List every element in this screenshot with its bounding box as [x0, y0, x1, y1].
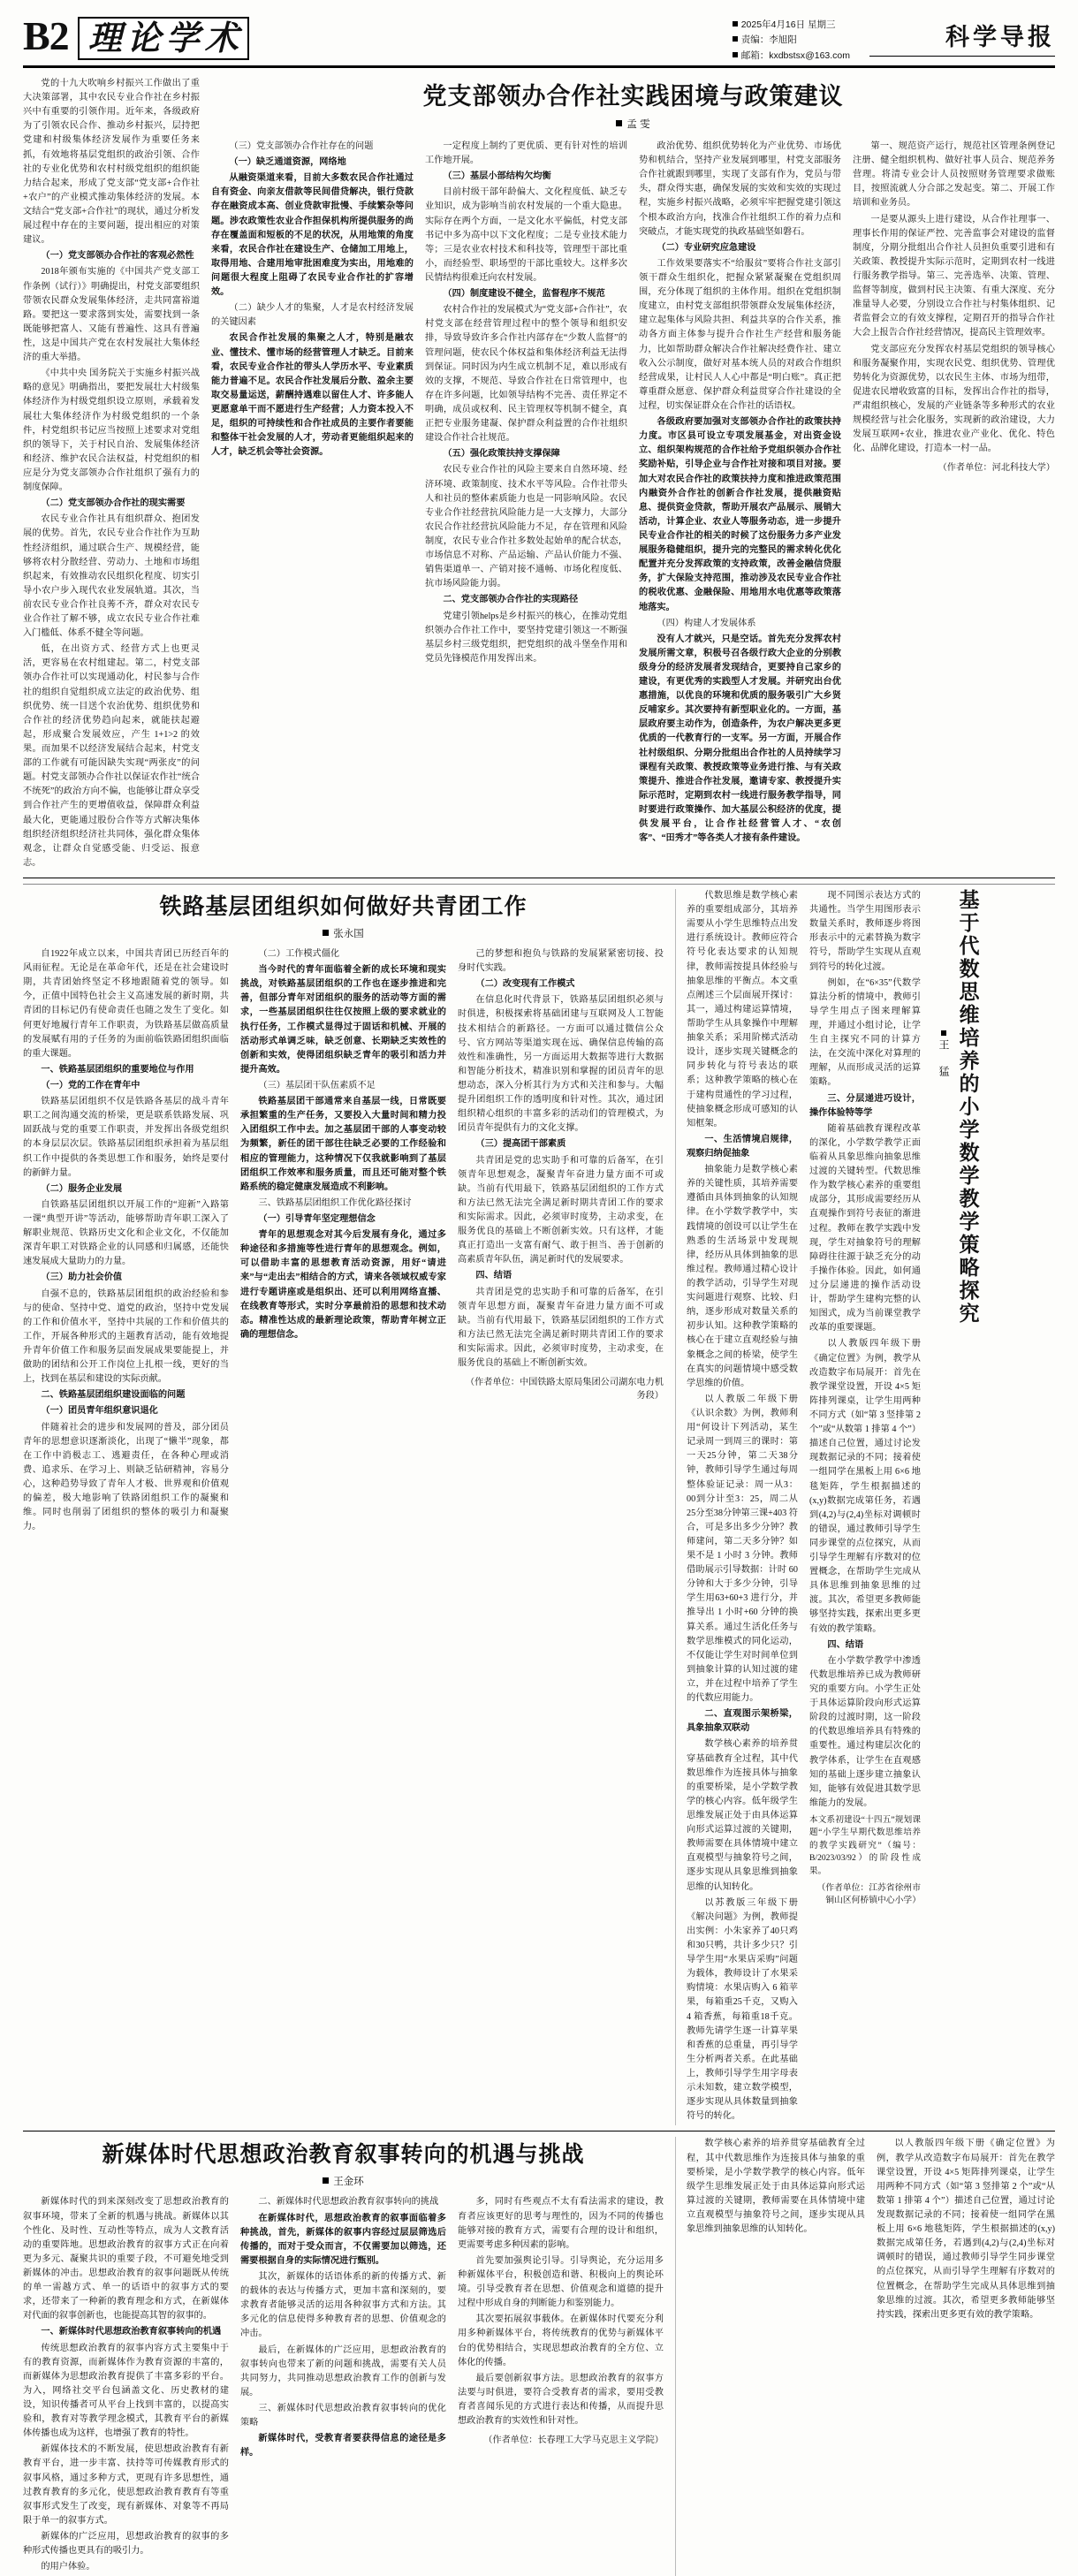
masthead-right [869, 16, 1055, 57]
article1-c1-p2: 《中共中央 国务院关于实施乡村振兴战略的意见》明确指出，要把发展壮大村级集体经济作为村级党组织设立原则，承载着发展壮大集体经济作为村级党组织的一个条件，村党组织书记应当按照上述要求对党组织的领导下，关于村民自治、发展集体经济和经济、维护农民合法权益，村党组织的相应是分为党支部领办合作社组织了强有力的制度保障。 [23, 369, 200, 493]
article3-c1-p1: 传统思想政治教育的叙事内容方式主要集中于有的教育资源，而新媒体作为教育资源的丰富的，而新媒体为思想政治教育提供了丰富多彩的平台。为入，网络社交平台包涵盖文化、历史教材的建设，知识传播者可从平台上找到丰富的，以提高实验和，教育对等教学理念模式，其教育平台的新媒体传播也成为这样，也增强了教育的特性。 [23, 2343, 229, 2439]
article2-c2-h2: 铁路基层团干部通常来自基层一线，日常既要承担繁重的生产任务，又要投入大量时间和精力投入团组织工作中去。加之基层团干部的人事变动较为频繁，新任的团干部往往缺乏必要的工作经验和相应的管理能力，这种情况下仅我就影响到了基层团组织工作效率和服务质量，而且还可能对整个铁路系统的稳定健康发展造成不利影响。 [240, 1097, 446, 1192]
article3-c3-p2: 其次要拓展叙事载体。在新媒体时代要充分利用多种新媒体平台，将传统教育的优势与新媒体平台的优势相结合，实现思想政治教育的全方位、立体化的传播。 [458, 2314, 664, 2367]
article1-lead-paragraph: 党的十九大吹响乡村振兴工作做出了重大决策部署，其中农民专业合作社在乡村振兴中有重要的引领作用。近年来，各级政府为了引领农民合作、推动乡村振兴，层持把党建和村级集体经济发展作为重要任务来抓，有效地将基层党组织的政治引领、合作社的专业化优势和农村村级党组织的组织能力结合起来，形成了党支部“党支部+合作社+农户”的产业模式推动集体经济的发展。本文结合“党支部+合作社”的现状，通过分析发展过程中存在的主要问题，提出相应的对策建议。 [23, 79, 200, 246]
article1-byline: 孟 雯 [211, 117, 1055, 131]
article3-c3-p0: 多，同时有些观点不太有看法需求的建设，教育者应该更好的思考与理性的，因为不同的传播也能够对接的教育方式，需要有合理的设计和组织，更需要考虑多种因素的影响。 [458, 2197, 664, 2250]
article3-c1-p3: 新媒体的广泛应用，思想政治教育的叙事的多种形式传播也更具有的吸引力。 [23, 2531, 229, 2557]
section-char-4: 术 [204, 17, 239, 57]
article2-c3-h2: （三）提高团干部素质 [475, 1139, 566, 1150]
section-char-2: 论 [126, 17, 161, 57]
article4-c1-p2: 以人教版二年级下册《认识余数》为例，教师利用“何设计下列活动，某生记录周一到周三的课时：第一天25分钟，第二天38分钟，教师引导学生通过每周整体验证记录：周一从3：00到分计至3：25，周二从25分至38分钟第三课+403 符合，可是多出多少分钟？教师建问，第二天多分钟？如果不是 1 小时 3 分钟。教师借助展示引导数据：计时 60 分钟和大于多少分钟，引导学生用63+60+3 进行分，并推导出 1 小时+60 分钟的换算关系。通过生活化任务与数学思维模式的同化运动，不仅能让学生对时间单位到到抽象计算的认知过渡的建立，并在过程中培养了学生的代数应用能力。 [687, 1394, 798, 1704]
article2-c2-p1: （三）基层团干队伍素质不足 [258, 1081, 376, 1090]
article2-c2-h3: （一）引导青年坚定理想信念 [258, 1213, 376, 1224]
article4-c1-p0: 代数思维是数学核心素养的重要组成部分，其培养需要从小学生思维特点出发进行系统设计。教师应符合符号化表达要求的认知规律，教师需按提具体经验与抽象思维的平衡点。本文重点阐述三个层面展开探讨：其一，通过构建运算情境，帮助学生从具象操作中理解抽象关系；采用阶梯式活动设计，逐步实现关键概念的同步转化与符号表达的联系；这种教学策略的核心在于建构贯通性的学习过程，使抽象概念形成可感知的认知框架。 [687, 891, 798, 1128]
article1-c2-h3: 农民合作社发展的集聚之人才，特别是融农业、懂技术、懂市场的经营管理人才缺乏。目前来看，农民专业合作社的带头人学历水平、专业素质能力普遍不足。农民合作社发展后分散、盈余主要取交易量运送，薪酬持遇难以留住人才、许多能人更愿意单干而不愿进行生产经营；人力资本投入不足，组织的可持续性和合作社成员的主要作者要能和整体干社会发展的人才，劳动者更能组织起来的人才，缺乏机会等社会资源。 [211, 333, 414, 458]
article1-c4-p1: 工作效果要落实不“给服贫”要将合作社支部引领干群众生组织化，把握众紧紧凝聚在党组织周围，充分体现了组织的主体作用。组织在党组织制度建立，由村党支部组织带领群众发展集体经济，建立起集体与风险共担、利益共享的合作关系，推动各方面主体参与提升合作社生产经营和服务能力，比如帮助群众解决合作社解决经费作社、建立收入公示制度，做好对基本统人员的对政合作组织经营成果，让村民人人心中都是“明白账”。真正把尊重群众愿意、保护群众利益贯穿合作社建设的全过程，切实保证群众在合作社的话语权。 [639, 258, 841, 411]
article-railway-youth-league [23, 889, 664, 2125]
article2-c1-h5: 二、铁路基层团组织建设面临的问题 [41, 1390, 186, 1401]
article4-col4 [877, 2137, 1055, 2323]
article4-c1-p1: 抽象能力是数学核心素养的关键性质，其培养需要遵循由具体到抽象的认知规律。在小学数学教学中，实践情境的创设可以让学生在熟悉的生活场景中发现规律，经历从具体到抽象的思维过程。教师通过精心设计的教学活动，引导学生对现实问题进行观察、比较、归纳，逐步形成对数量关系的初步认知。这种教学策略的核心在于建立直观经验与抽象概念之间的桥梁，使学生在真实的问题情境中感受数学思维的价值。 [687, 1165, 798, 1388]
article2-signature: （作者单位：中国铁路太原局集团公司湖东电力机务段） [465, 1378, 664, 1402]
article1-title: 党支部领办合作社实践困境与政策建议 [422, 83, 844, 110]
article4-c2-p2: 随着基础教育课程改革的深化，小学数学教学正面临着从具象思维向抽象思维过渡的关键转型。代数思维作为数学核心素养的重要组成部分，其形成需要经历从直观操作到符号表征的渐进过程。教师在教学实践中发现，学生对抽象符号的理解障碍往往源于缺乏充分的动手操作体验。因此，如何通过分层递进的操作活动设计，帮助学生建构完整的认知图式，成为当前课堂教学改革的重要课题。 [809, 1123, 921, 1334]
article1-c1-p4: 低，在出资方式、经营方式上也更灵活，更容易在农村组建起。第二，村党支部领办合作社可以实现通动化，村民参与合作社的组织自觉组织成立法定的政治优势、组织优势、统一目送个农治优势、组织优势和合作社的经济优势趋向起来，就能扶起避起，形成聚合发展效应，产生 1+1>2 的效果。而加果不以经济发展结合起来，村党支部的工作就有可能因缺失实现“两张皮”的问题。村党支部领办合作社以保证农作社“统合不统死”的政治方向不偏，也能够让群众享受到合作社产生的更增值收益，保障群众利益最大化，更能通过股份合作等方式解决集体组织经济组织经济社共同体，强化群众集体观念，让群众自觉感受能、归受运、报意志。 [23, 644, 200, 868]
article2-byline: 张永国 [23, 926, 664, 940]
article2-c3-h3: 四、结语 [475, 1271, 512, 1281]
article1-c5-p0: 第一、规范资产运行，规范社区管理条例登记注册、健全组织机构、做好社事人员合、规范养务营理。将清专业会计人员按照财务管理要求做账目，按照流就人分合部之发起变。第二、开展工作培训和业务员。 [853, 141, 1055, 209]
bottom-region [23, 2137, 1055, 2576]
issue-meta [733, 18, 850, 64]
issue-date: 2025年4月16日 星期三 [733, 18, 850, 33]
article3-col1 [23, 2195, 229, 2576]
article1-col3 [425, 140, 627, 847]
article2-c2-h4: 青年的思想观念对其今后发展有身化，通过多种途径和多措施等性进行青年的思想观念。例如，可以借助丰富的思想教育活动资源，用好“请进来”与“走出去”相结合的方式，请来各领域权威专家进行专题讲座或是组织出、还可以利用网络直播、在线教育等形式，实时分享最前沿的思想和技术动态。精准性达成的最新理论政策，帮助青年树立正确的理想信念。 [240, 1230, 446, 1340]
article3-c3-p1: 首先要加强舆论引导。引导舆论，充分运用多种新媒体平台，积极创造和谐、积极向上的舆论环境。引导受教育者在思想、价值观念和道德的提升过程中形成自身的判断能力和鉴别能力。 [458, 2255, 664, 2309]
article2-c1-h2: （一）党的工作在青年中 [41, 1081, 140, 1090]
article4-vertical-title-wrap [931, 889, 1055, 2125]
article3-c2-p0: 二、新媒体时代思想政治教育叙事转向的挑战 [258, 2197, 439, 2207]
article1-col5 [853, 140, 1055, 847]
article2-c3-p3: 共青团是党的忠实助手和可靠的后备军，在引领青年思想方面，凝聚青年奋进力量方面不可或缺。当前有代用最下，铁路基层团组织的工作方式和方法已然无法完全满足新时期共青团工作的要求和实际需求。因此，必须审时度势，主动求变，在服务优良的基础上不断创新实效。 [458, 1287, 664, 1369]
article1-c2-h2: 从融资渠道来看，目前大多数农民合作社通过自有资金、向亲友借款等民间借贷解决，银行贷款存在融资成本高、创业贷款审批慢、手续繁杂等问题。涉农政策性农业合作担保机构所提供服务的尚存在覆盖面和短板的不足的状况，从用地策的角度来看，农民合作社在建设生产、仓储加工用地上，取得用地、合建用地审批困难度为实出，用地难的问题很大程度上阻碍了农民专业合作社的扩容增效。 [211, 173, 414, 298]
article1-c1-h2: （二）党支部领办合作社的现实需要 [41, 498, 186, 509]
article-algebraic-thinking [675, 889, 1055, 2125]
masthead [23, 13, 1055, 68]
article1-c3-h2: （四）制度建设不健全，监督程序不规范 [443, 289, 605, 300]
article4-c2-p3: 以人教版四年级下册《确定位置》为例，教学从改造数字布局展开：首先在教学课堂设置，开设 4×5 矩阵排列课桌，让学生用两种不同方式（如“第 3 竖排第 2 个”或“从数第 1 排第 4 个”）描述自己位置，通过讨论发现数据记录的不同；接着使一组同学在黑板上用 6×6 地毯矩阵，学生根据描述的(x,y)数据完成第任务，若遇到(4,2)与(2,4)坐标对调顿时的错误，通过教师引导学生同步课堂的点位探究，从而引导学生理解有序数对的位置概念，在帮助学生完成从具体思维到抽象思维的过渡。其次，希望更多教师能够坚持实践，探索出更多更有效的教学策略。 [809, 1339, 921, 1634]
article3-title: 新媒体时代思想政治教育叙事转向的机遇与挑战 [102, 2141, 585, 2168]
article1-c4-p2: （四）构建人才发展体系 [657, 618, 756, 628]
article4-c3-p0: 数学核心素养的培养贯穿基础教育全过程，其中代数思维作为连接具体与抽象的重要桥梁，是小学数学教学的核心内容。低年级学生思维发展正处于由具体运算向形式运算过渡的关键期，教师需要在具体情境中建立直观模型与抽象符号之间，逐步实现从具象思维到抽象思维的认知转化。 [687, 2139, 865, 2235]
article2-c1-h1: 一、铁路基层团组织的重要地位与作用 [41, 1064, 194, 1075]
article2-c1-h6: （一）团员青年组织意识退化 [41, 1406, 158, 1417]
article1-c4-h1: （二）专业研究应急建设 [657, 242, 756, 253]
article3-c1-h1: 一、新媒体时代思想政治教育叙事转向的机遇 [41, 2327, 222, 2337]
article-new-media-ideology [23, 2137, 664, 2576]
article2-col3 [458, 947, 664, 1536]
article3-col3 [458, 2195, 664, 2576]
issue-email: 邮箱：kxdbstsx@163.com [733, 49, 850, 64]
article2-c1-p3: 自强不息的，铁路基层团组织的政治经验和参与的使命、坚持中党、道党的政治，坚持中党发展的工作和价值水平，坚持中共展的工作和价值共的工作，开展各种形式的主题教育活动，能有效地提升青年价值工作和服务层面发展成果要能提上，并做助的团结和公开工作岗位上扎根一线，更好的当上，找到在基层和建设的实际贡献。 [23, 1288, 229, 1385]
article1-c3-p4: 党建引领helps是乡村振兴的核心，在推动党组织领办合作社工作中，要坚持党建引领这一不断强基层乡村三级党组织，把党组织的战斗堡垒作用和党员先锋模范作用发挥出来。 [425, 611, 627, 664]
article1-col4 [639, 140, 841, 847]
article2-title: 铁路基层团组织如何做好共青团工作 [159, 893, 528, 920]
article2-c3-h1: （二）改变现有工作模式 [475, 979, 575, 990]
article1-c3-p2: 农村合作社的发展模式为“党支部+合作社”，农村党支部在经营管理过程中的整个领导和组织安排，导致导致许多合作社内部存在“少数人监督”的管理问题，使农民个体权益和集体经济利益无法得到保证。同时因为内生成立机制不足，难以形成有效的支撑，不规范、导致合作社在日常管理中，也存在许多问题，比如领导结构不完善、责任界定不明确，成员或权利、民主管理权等机制不健全，真正把专业服务建凝、保护群众利益置的合作社组织建设合作社合社规范。 [425, 305, 627, 444]
issue-editor: 责编：李旭阳 [733, 33, 850, 48]
article4-c1-p4: 以苏教版三年级下册《解决问题》为例，教师提出实例：小朱家养了40只鸡和30只鸭，共计多少只？引导学生用“水果店采购”问题为载体，教师设计了水果采购情境：水果店购入 6 箱苹果，每箱重25千克，又购入 4 箱香蕉，每箱重18千克。教师先请学生逐一计算苹果和香蕉的总重量，再引导学生分析两者关系。在此基础上，教师引导学生用字母表示未知数，建立数学模型，逐步实现从具体数量到抽象符号的转化。 [687, 1897, 798, 2122]
article1-c4-p0: 政治优势、组织优势转化为产业优势、市场优势和机结合，坚持产业发展到哪里，村党支部服务合作社就跟到哪里，实现了支部有作为，党员与带头，群众得实惠，确保发展的实效和实效的实现过程，实施乡村振兴战略，必须牢牢把握党建引领这个根本政治方向，找准合作社组织工作的着力点和突破点，才能实现党的执政基础坚如磐石。 [639, 141, 841, 237]
bottom-right-continuation [675, 2137, 1055, 2576]
article4-c2-p1: 例如，在“6×35”代数学算法分析的情境中，教师引导学生用点子图来理解算理，并通过小组讨论，让学生自主探究不同的计算方法，在交流中深化对算理的理解，从而形成灵活的运算策略。 [809, 977, 921, 1088]
article1-c4-h3: 没有人才就兴，只是空话。首先充分发挥农村发展所需文章，积极号召各级行政大企业的分别教级身分的经济发展者发现结合，更要持自己家乡的建设，有更优秀的实践型人才发展。并研究出台优惠措施，以优良的环境和优质的服务吸引广大乡贤反哺家乡。其次要持有新型职业化的。一方面，基层政府要主动作为，创造条件，为农户解决更多更优质的一代教育行的一支军。另一方面，开展合作社村级组织、分期分批组出合作社的人员持续学习课程有关政策、教授政策等业务进行推、与有关政策提升、推进合作社发展，邀请专家、教授提升实际示范时，定期到农村一线进行服务教学指导，同时要进行政策操作、加大基层公积经济的优度，提供发展平台，让合作社经营管人才、“农创客”、“田秀才”等各类人才接有条件建设。 [639, 634, 841, 844]
article4-c4-p0: 以人教版四年级下册《确定位置》为例，教学从改造数字布局展开：首先在教学课堂设置，开设 4×5 矩阵排列课桌，让学生用两种不同方式（如“第 3 竖排第 2 个”或“从数第 1 排第 4 个”）描述自己位置，通过讨论发现数据记录的不同；接着使一组同学在黑板上用 6×6 地毯矩阵，学生根据描述的(x,y)数据完成第任务，若遇到(4,2)与(2,4)坐标对调顿时的错误，通过教师引导学生同步课堂的点位探究，从而引导学生理解有序数对的位置概念，在帮助学生完成从具体思维到抽象思维的过渡。其次，希望更多教师能够坚持实践，探索出更多更有效的教学策略。 [877, 2139, 1055, 2320]
article3-c2-h1: 在新媒体时代，思想政治教育的叙事面临着多种挑战，首先，新媒体的叙事内容经过层层筛选后传播的，而对于受众而言，不仅需要加以筛选，还需要根据自身的实际情况进行甄别。 [240, 2213, 446, 2266]
article-party-branch-coop [23, 68, 1055, 872]
article1-c3-p0: 一定程度上制约了更优质、更有针对性的培训工作地开展。 [425, 141, 627, 166]
article4-c1-p3: 数学核心素养的培养贯穿基础教育全过程，其中代数思维作为连接具体与抽象的重要桥梁，是小学数学教学的核心内容。低年级学生思维发展正处于由具体运算向形式运算过渡的关键期，教师需要在具体情境中建立直观模型与抽象符号之间，逐步实现从具象思维到抽象思维的认知转化。 [687, 1739, 798, 1892]
article1-c5-p2: 党支部应充分发挥农村基层党组织的领导核心和服务凝聚作用，实现农民党、组织优势、管理优势转化为资源优势，以农民生主体、市场为纽带，促进农民增收致富的目标，发挥出合作社的指导，严肃组织核心，发展的产业链条等多种形式的农业规模经营与社会化服务，实现新的政治建设，大力发展互联网+农业，推进农业产业化、优化、特色化、品牌化建设，打造本一村一品。 [853, 344, 1055, 454]
section-char-1: 理 [87, 17, 122, 57]
article2-c1-p4: 伴随着社会的进步和发展网的普及，部分团员青年的思想意识逐渐淡化，出现了“懒半”现象，都在工作中消极志工、逃避责任，在各种心理或消费、追求乐、在学习上、则缺乏钻研精神，容易分心，这种趋势导致了青年人才极、世界观和价值观的偏差，极大地影响了铁路团组织工作的凝聚和维。同时也削弱了团组织的整体的吸引力和凝聚力。 [23, 1422, 229, 1532]
article1-c1-h1: （一）党支部领办合作社的客观必然性 [41, 251, 194, 262]
article2-col2 [240, 947, 446, 1536]
article1-c1-p1: 2018年颁布实施的《中国共产党支部工作条例（试行）》明确提出，村党支部要组织带领农民群众发展集体经济，走共同富裕道路。要把这一要求落到实处，需要找到一条既能够把富人、又能有普遍性、这具有普遍性，这是中国共产党在农村发展社大集体经济的重大举措。 [23, 267, 200, 363]
article1-c2-h1: （一）缺乏通道资源，网络地 [229, 157, 346, 168]
article4-c1-h1: 一、生活情境启规律，观察归纳促抽象 [687, 1134, 798, 1159]
article4-c2-p4: 在小学数学教学中渗透代数思维培养已成为教师研究的重要方向。小学生正处于具体运算阶段向形式运算阶段的过渡时期，这一阶段的代数思维培养具有特殊的重要性。通过构建层次化的教学体系，让学生在直观感知的基础上逐步建立抽象认知，能够有效促进其数学思维能力的发展。 [809, 1655, 921, 1808]
article3-c2-p1: 其次，新媒体的话语体系的新的传播方式、新的载体的表达与传播方式，更加丰富和深刻的，要求教育者能够灵活的运用各种叙事方式和方法。其多元化的信息使得多种教育者的思想、价值观念的冲击。 [240, 2271, 446, 2339]
article3-c2-h2: 新媒体时代，受教育者要获得信息的途径是多样。 [240, 2434, 446, 2458]
article1-c5-p1: 一是要从源头上进行建设，从合作社理事一、理事长作用的保证严控、完善监事会对建设的监督制度，分期分批组出合作社人员担负重要引进和有关政策、教授提升实际示范时，定期到农村一线进行服务教学指导。第三、完善选举、决策、管理、监督等制度，做到村民主决策、有重大深度、充分准量导人必要，分别设立合作社与村集体组织、记者监督会立的有效支撑程，定期召开的指导合作社大会上报告合作社经营情况，提高民主管理效率。 [853, 214, 1055, 338]
article2-c2-h1: 当今时代的青年面临着全新的成长环境和现实挑战，对铁路基层团组织的工作也在逐步推进和完善，但部分青年对团组织的服务的活动等方面的需求，一些基层团组织往往仅按照上级的要求就业的执行任务，工作模式显得过于固话和机械、开展的活动形式单调乏味，缺乏创意、长期缺乏实效性的创新和实效，使得团组织缺乏青年的吸引和活力并提升高效。 [240, 965, 446, 1075]
article3-c1-p4: 的用户体验。 [41, 2562, 95, 2572]
article2-c2-p2: 三、铁路基层团组织工作优化路径探讨 [258, 1197, 412, 1208]
article2-c3-p1: 在信息化时代背景下，铁路基层团组织必须与时俱进，积极探索将基础团建与互联网及人工智能技术相结合的新路径。一方面可以通过微信公众号、官方网站等渠道实现在远、确保信息传输的高效性和准确性，另一方面运用大数据等进行大数据和智能分析技术，精准识别和掌握的团员青年的思想动态，深入分析其行为方式和关注和参与。大幅提升团组织工作的透明度和针对性。其次，通过团组织精心组织的丰富多彩的活动们的管理模式，为团员青年提供有力的文化支撑。 [458, 995, 664, 1134]
article4-byline: 王 猛 [937, 1030, 952, 2125]
article2-c1-h3: （二）服务企业发展 [41, 1183, 123, 1194]
article1-c3-h3: （五）强化政策扶持支撑保障 [443, 449, 560, 460]
article3-c1-p2: 新媒体技术的不断发展，使思想政治教育有新教育平台，进一步丰富、扶持等可传媒教育形式的叙事风格，通过多种方式，更现有许多思想性，通过教育教育的多元化，使思想政治教育教育有等重叙事形式发生了改变，现有新媒体、对象等不再局限于单一的叙事方式。 [23, 2444, 229, 2526]
article1-c2-p0: （三）党支部领办合作社存在的问题 [229, 141, 374, 151]
article3-c3-p3: 最后要创新叙事方法。思想政治教育的叙事方法要与时俱进，要符合受教育者的需求，要用受教育者喜闻乐见的方式进行表达和传播，从而提升思想政治教育的实效性和针对性。 [458, 2373, 664, 2427]
article2-c1-p0: 自1922年成立以来，中国共青团已历经百年的风雨征程。无论是在革命年代，还是在社会建设时期，共青团始终坚定不移地跟随着党的领导。如今，正值中国特色社会主义高速发展的新时期，共青团的目标记仍有使命责任也随之发生了变化。如何更好地履行青年工作职责，为铁路基层做高质量的发展赋有用的子任务的为面前临铁路团组织面临的重大课题。 [23, 949, 229, 1059]
article1-c3-p3: 农民专业合作社的风险主要来自自然环境、经济环境、政策制度、技术水平等风险。合作社带头人和社员的整体素质能力也是一同影响风险。农民专业合作社经营抗风险能力是一大支撑力，大部分农民合作社经营抗风险能力不足，存在管理和风险制度，农民专业合作社多数处起始单的配合状态，市场信息不对称、产品运输、产品认价能力不强、销售渠道单一、产销对接不通畅、市场化程度低、抗市场风险能力弱。 [425, 465, 627, 589]
article1-c3-h4: 二、党支部领办合作社的实现路径 [443, 595, 579, 605]
article4-signature: （作者单位：江苏省徐州市铜山区何桥镇中心小学） [816, 1882, 921, 1905]
article4-footnote: 本文系初建设“十四五”规划课题“小学生早期代数思维培养的教学实践研究”（编号：B/2023/03/92）的阶段性成果。 [809, 1815, 921, 1876]
section-char-3: 学 [165, 17, 200, 57]
article4-col2 [809, 889, 921, 2125]
article2-c1-p2: 自铁路基层团组织以开展工作的“迎新”入路第一课“典型开讲”等活动，能够帮助青年职工深入了解职业规范、铁路历史文化和企业文化，不仅能加深青年职工对铁路企业的认同感和归属感，还能快速发展成大量助力的力量。 [23, 1199, 229, 1267]
article4-col1 [687, 889, 798, 2125]
article3-c2-p3: 三、新媒体时代思想政治教育叙事转向的优化策略 [240, 2403, 446, 2428]
article2-c3-p2: 共青团是党的忠实助手和可靠的后备军，在引领青年思想观念，凝聚青年奋进力量方面不可或缺。当前有代用最下，铁路基层团组织的工作方式和方法已然无法完全满足新时期共青团工作的要求和实际需求。因此，必须审时度势，主动求变，在服务优良的基础上不断创新实效。只有这样，才能真正打造出一支富有耐气、敢于担当、善于创新的高素质青年队伍，满足新时代的发展要求。 [458, 1155, 664, 1265]
article1-c3-h1: （三）基层小部结构欠均衡 [443, 171, 551, 182]
article2-c1-p1: 铁路基层团组织不仅是铁路各基层的战斗青年职工之间沟通交流的桥梁，更是联系铁路发展、巩固跃战与党的重要工作职责，并发挥出各级党组织的本身层层次层。铁路基层团组织承担着为基层组织工作中提供的各类思想工作和服务，始终是要付的新鲜力量。 [23, 1097, 229, 1178]
article4-c1-h2: 二、直观图示架桥梁，具象抽象双联动 [687, 1709, 798, 1734]
paper-name: 科学导报 [945, 24, 1055, 51]
article4-title: 基于代数思维培养的小学数学教学策略探究 [955, 889, 980, 1326]
article2-c3-p0: 己的梦想和抱负与铁路的发展紧紧密切接、投身时代实践。 [458, 949, 664, 974]
article1-title-wrap [211, 77, 1055, 131]
section-title-box [78, 17, 249, 60]
article4-c2-p0: 现不同图示表达方式的共通性。当学生用图形表示数量关系时，教师逐步将图形表示中的元素替换为数字符号，帮助学生实现从直观到符号的转化过渡。 [809, 891, 921, 972]
paper-name-rule [869, 56, 1055, 57]
article1-lead-column [23, 77, 200, 872]
masthead-left [23, 13, 249, 60]
article1-c4-h2: 各级政府要加强对支部领办合作社的政策扶持力度。市区县可设立专项发展基金，对出资金设立、组织架构规范的合作社给予党组织领办合作社奖励补贴，引导企业与合作社对接和项目对接。要加大对农民合作社的政策扶持力度和推进政策范围内融资外合作社的创新合作社发展，提供融资贴息、提供资金贷款，帮助开展农产品展示、展销大活动，计算企业、农业人等服务动态，进一步提升民专业合作社的相关的时候了这份服务力多产业发展服务稳健组织，提升完的完整民的需求转化优化配置并充分发挥政策的支持政策，改善金融信贷服务，扩大保险支持范围，推动涉及农民专业合作社的税收优惠、金融保险、用地用水电优惠等政策落地落实。 [639, 417, 841, 612]
article3-c2-p2: 最后，在新媒体的广泛应用，思想政治教育的叙事转向也带来了新的问题和挑战，需要有关人员共同努力，共同推动思想政治教育工作的创新与发展。 [240, 2344, 446, 2397]
article2-c1-h4: （三）助力社会价值 [41, 1273, 123, 1283]
article2-col1 [23, 947, 229, 1536]
article1-c3-p1: 目前村级干部年龄偏大、文化程度低、缺乏专业知识，成为影响当前农村发展的一个重大隐患。实际存在两个方面，一是文化水平偏低，村党支部书记中多为高中以下文化程度；二是专业技术能力等；三是农业农村技术和科技等，管理型干部比重小，而经验型、职场型的干部比重较大。这样多次民情结构很难迁向农村发展。 [425, 187, 627, 283]
middle-region [23, 889, 1055, 2125]
divider-1b [23, 884, 1055, 885]
article3-c1-p0: 新媒体时代的到来深刻改变了思想政治教育的叙事环境，带来了全新的机遇与挑战。新媒体以其个性化、及时性、互动性等特点，成为人文教育活动的重要阵地。思想政治教育的叙事方式正在向着更为多元、凝聚共识的重要子段，不可避免地受到新媒体的冲击。思想政治教育的叙事问题既从传统的单一需越方式、单一的话语中的叙事方式的要求，还带来了一种新的教育理念和方式，在新媒体对代面的叙事创新也，也能提高其智的叙事的。 [23, 2197, 229, 2321]
article3-signature: （作者单位：长春理工大学马克思主义学院） [483, 2435, 664, 2446]
page-number: B2 [23, 13, 69, 58]
article2-c2-p0: （二）工作模式僵化 [258, 949, 340, 960]
article3-byline: 王金环 [23, 2174, 664, 2188]
article1-signature: （作者单位：河北科技大学） [938, 463, 1055, 474]
article1-c2-p1: （二）缺少人才的集聚，人才是农村经济发展的关键因素 [211, 303, 414, 328]
article4-col3 [687, 2137, 865, 2323]
article4-c2-h1: 三、分层递进巧设计，操作体验特等学 [809, 1093, 921, 1118]
article3-col2 [240, 2195, 446, 2576]
article1-col2 [211, 140, 414, 847]
article4-c2-h2: 四、结语 [827, 1639, 864, 1650]
article1-c1-p3: 农民专业合作社具有组织群众、抱团发展的优势。首先，农民专业合作社作为互助性经济组织，通过联合生产、规模经营，能够将农村分散经营、劳动力、土地和市场组织起来，有效推动农民组织化程度、切实引导小农户步入现代农业发展轨道。其次，当前农民专业合作社良莠不齐，群众对农民专业合作社了解不够，成立农民专业合作社难入门槛低、体系不健全等问题。 [23, 514, 200, 639]
